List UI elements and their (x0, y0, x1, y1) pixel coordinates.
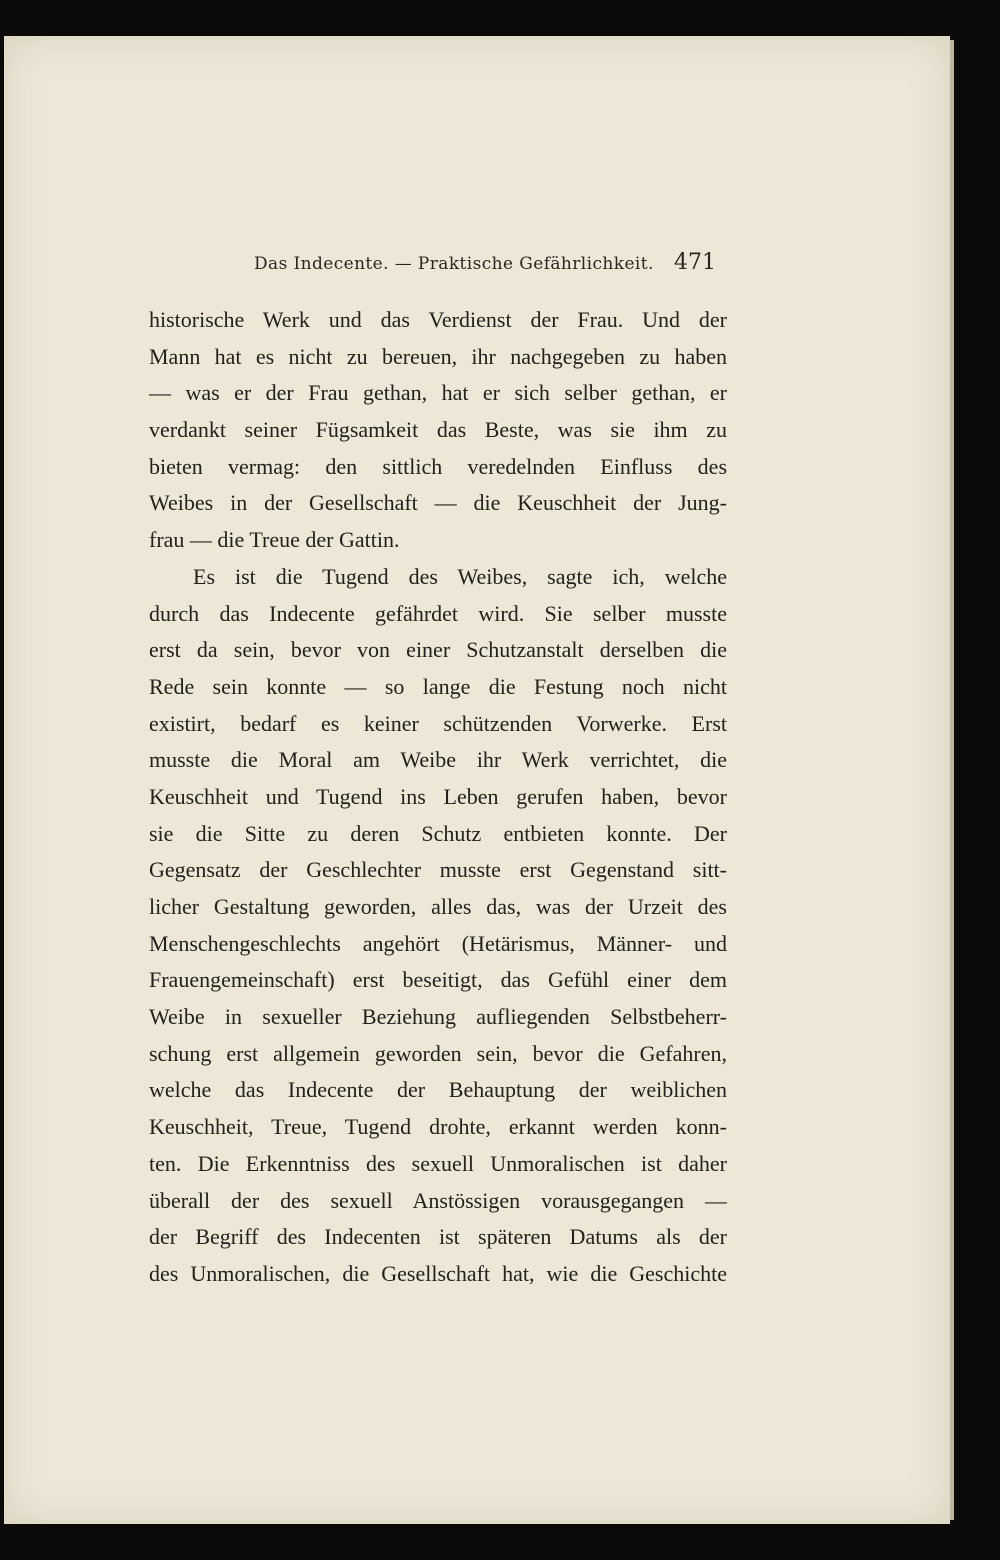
text-line: Weibes in der Gesellschaft — die Keuschheit der Jung- (149, 490, 727, 516)
text-line: Menschengeschlechts angehört (Hetärismus, Männer- und (149, 930, 727, 956)
text-line: des Unmoralischen, die Gesellschaft hat, wie die Geschichte (149, 1260, 727, 1286)
text-line: Keuschheit, Treue, Tugend drohte, erkannt werden konn- (149, 1114, 727, 1140)
text-line: historische Werk und das Verdienst der Frau. Und der (149, 307, 727, 332)
body-text (149, 302, 727, 1293)
text-line: erst da sein, bevor von einer Schutzanstalt derselben die (149, 637, 727, 663)
text-line: Mann hat es nicht zu bereuen, ihr nachgegeben zu haben (149, 343, 727, 369)
text-line: musste die Moral am Weibe ihr Werk verrichtet, die (149, 747, 727, 773)
page-number: 471 (674, 250, 716, 275)
text-line: welche das Indecente der Behauptung der weiblichen (149, 1077, 727, 1103)
text-line: bieten vermag: den sittlich veredelnden Einfluss des (149, 453, 727, 479)
text-line: Weibe in sexueller Beziehung aufliegenden Selbstbeherr- (149, 1004, 727, 1030)
text-line: — was er der Frau gethan, hat er sich selber gethan, er (149, 380, 727, 406)
text-line: Rede sein konnte — so lange die Festung noch nicht (149, 673, 727, 699)
text-line: verdankt seiner Fügsamkeit das Beste, was sie ihm zu (149, 417, 727, 443)
text-line: existirt, bedarf es keiner schützenden Vorwerke. Erst (149, 710, 727, 736)
page-edge (950, 40, 954, 1520)
text-line: schung erst allgemein geworden sein, bevor die Gefahren, (149, 1040, 727, 1066)
paragraph-start-line: Es ist die Tugend des Weibes, sagte ich, welche (193, 563, 727, 589)
text-line: der Begriff des Indecenten ist späteren Datums als der (149, 1224, 727, 1250)
text-line: frau — die Treue der Gattin. (149, 527, 400, 553)
text-line: durch das Indecente gefährdet wird. Sie selber musste (149, 600, 727, 626)
text-line: ten. Die Erkenntniss des sexuell Unmoralischen ist daher (149, 1150, 727, 1176)
text-line: Keuschheit und Tugend ins Leben gerufen haben, bevor (149, 783, 727, 809)
running-head (254, 252, 716, 278)
text-line: Frauengemeinschaft) erst beseitigt, das Gefühl einer dem (149, 967, 727, 993)
text-line: sie die Sitte zu deren Schutz entbieten konnte. Der (149, 820, 727, 846)
running-head-title: Das Indecente. — Praktische Gefährlichkeit. (254, 254, 654, 274)
text-line: Gegensatz der Geschlechter musste erst Gegenstand sitt- (149, 857, 727, 883)
text-line: licher Gestaltung geworden, alles das, was der Urzeit des (149, 894, 727, 919)
book-page (4, 36, 950, 1524)
text-line: überall der des sexuell Anstössigen vorausgegangen — (149, 1187, 727, 1213)
